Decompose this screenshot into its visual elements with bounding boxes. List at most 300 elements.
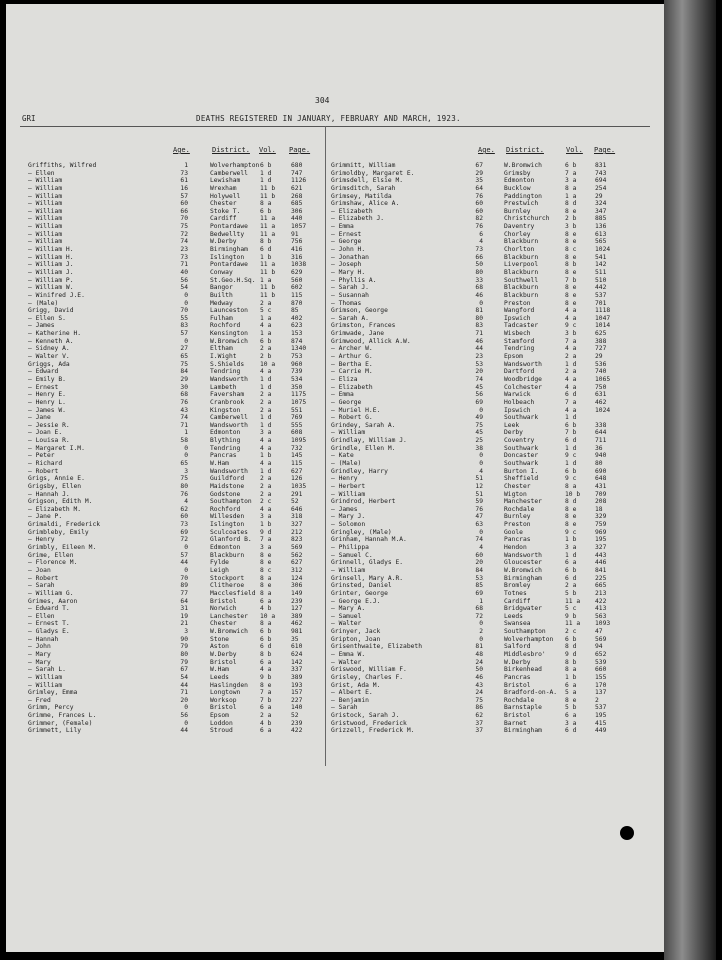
register-entry (28, 720, 326, 728)
entry-age: 71 (180, 261, 188, 269)
entry-vol: 3 b (565, 223, 577, 231)
entry-vol: 7 b (565, 429, 577, 437)
entry-name: Grindlay, William J. (331, 437, 407, 445)
entry-age: 56 (475, 391, 483, 399)
entry-name: — William H. (28, 253, 74, 261)
entry-age: 30 (180, 383, 188, 391)
register-entry (28, 483, 326, 491)
entry-page: 208 (595, 498, 607, 506)
entry-district: Wigton (504, 490, 527, 498)
register-entry (28, 414, 326, 422)
entry-vol: 9 c (565, 322, 577, 330)
entry-vol: 6 b (260, 635, 272, 643)
entry-page: 1024 (595, 406, 611, 414)
entry-page: 225 (595, 574, 607, 582)
entry-page: 981 (291, 628, 303, 636)
entry-name: Grinyer, Jack (331, 628, 381, 636)
entry-name: Grimme, Frances L. (28, 712, 97, 720)
entry-name: — Herbert (331, 482, 366, 490)
entry-age: 79 (180, 658, 188, 666)
entry-name: — Jane P. (28, 513, 63, 521)
entry-page: 212 (291, 528, 303, 536)
register-entry (331, 292, 651, 300)
entry-vol: 2 a (565, 353, 577, 361)
entry-district: Blackburn (504, 238, 539, 246)
entry-district: Southampton (504, 628, 546, 636)
entry-age: 73 (180, 521, 188, 529)
entry-age: 20 (475, 559, 483, 567)
entry-name: Grimston, Frances (331, 322, 396, 330)
entry-name: Grindley, Harry (331, 467, 388, 475)
entry-district: Wandsworth (210, 421, 248, 429)
entry-district: Grimsby (504, 169, 531, 177)
entry-age: 61 (180, 177, 188, 185)
register-entry (28, 185, 326, 193)
entry-age: 63 (475, 521, 483, 529)
entry-name: Gripton, Joan (331, 635, 381, 643)
entry-vol: 2 a (260, 482, 272, 490)
entry-vol: 6 a (565, 681, 577, 689)
entry-page: 511 (595, 268, 607, 276)
entry-age: 70 (180, 215, 188, 223)
entry-page: 1035 (291, 482, 307, 490)
entry-vol: 6 a (260, 597, 272, 605)
entry-name: Griffiths, Wilfred (28, 162, 97, 169)
register-entry (331, 200, 651, 208)
entry-vol: 3 a (260, 544, 272, 552)
entry-age: 71 (475, 330, 483, 338)
entry-vol: 11 b (260, 284, 276, 292)
entry-vol: 6 b (565, 635, 577, 643)
entry-page: 537 (595, 291, 607, 299)
entry-name: — Elizabeth J. (331, 215, 385, 223)
register-entry (331, 559, 651, 567)
entry-age: 76 (475, 192, 483, 200)
entry-vol: 6 a (565, 712, 577, 720)
register-entry (28, 231, 326, 239)
register-entry (331, 468, 651, 476)
right-page-header: Page. (594, 146, 616, 154)
entry-district: Wisbech (504, 330, 531, 338)
entry-page: 1075 (291, 398, 307, 406)
entry-district: W.Derby (210, 238, 237, 246)
entry-district: Sculcoates (210, 528, 248, 536)
entry-name: — James W. (28, 406, 66, 414)
register-entry (28, 368, 326, 376)
entry-age: 0 (479, 528, 483, 536)
register-entry (28, 193, 326, 201)
entry-vol: 5 b (565, 589, 577, 597)
entry-age: 76 (180, 490, 188, 498)
entry-vol: 4 a (260, 437, 272, 445)
entry-age: 74 (180, 238, 188, 246)
entry-district: Lambeth (210, 383, 237, 391)
entry-age: 3 (184, 628, 188, 636)
entry-district: Blything (210, 437, 241, 445)
entry-district: W.Bromwich (504, 162, 542, 169)
register-entry (331, 704, 651, 712)
entry-district: Doncaster (504, 452, 539, 460)
entry-district: Southwark (504, 444, 539, 452)
entry-age: 46 (475, 337, 483, 345)
entry-age: 23 (475, 353, 483, 361)
register-entry (331, 437, 651, 445)
entry-vol: 1 d (260, 467, 272, 475)
entry-district: Birmingham (504, 574, 542, 582)
entry-name: — William (28, 673, 63, 681)
entry-vol: 8 d (565, 643, 577, 651)
entry-page: 136 (595, 223, 607, 231)
entry-age: 66 (475, 253, 483, 261)
entry-vol: 8 a (565, 482, 577, 490)
entry-district: S.Shields (210, 360, 245, 368)
entry-district: Southwark (504, 414, 539, 422)
entry-name: — Henry (331, 475, 358, 483)
entry-page: 324 (595, 200, 607, 208)
entry-district: Barnstaple (504, 704, 542, 712)
entry-age: 37 (475, 727, 483, 735)
entry-page: 91 (291, 230, 299, 238)
register-entry (331, 269, 651, 277)
entry-district: Pontardawe (210, 261, 248, 269)
entry-page: 652 (595, 651, 607, 658)
entry-district: W.Derby (504, 658, 531, 666)
register-entry (331, 498, 651, 506)
entry-vol: 10 b (565, 490, 581, 498)
entry-vol: 4 a (565, 307, 577, 315)
entry-age: 0 (184, 704, 188, 712)
register-entry (28, 200, 326, 208)
register-entry (28, 238, 326, 246)
entry-district: Burnley (504, 513, 531, 521)
entry-district: Rochford (210, 505, 241, 513)
entry-district: Salford (504, 643, 531, 651)
entry-name: — Emma (331, 223, 354, 231)
register-entry (331, 353, 651, 361)
entry-vol: 3 a (260, 513, 272, 521)
entry-district: Pancras (210, 452, 237, 460)
register-entry (28, 559, 326, 567)
entry-name: Grimmer, (Female) (28, 719, 93, 727)
entry-page: 759 (595, 521, 607, 529)
entry-name: — Walter (331, 658, 362, 666)
entry-vol: 2 b (565, 215, 577, 223)
entry-age: 12 (475, 482, 483, 490)
entry-name: Grinsell, Mary A.R. (331, 574, 404, 582)
entry-age: 23 (180, 246, 188, 254)
entry-name: Grigg, David (28, 307, 74, 315)
entry-vol: 8 e (565, 513, 577, 521)
entry-name: — Sidney A. (28, 345, 70, 353)
entry-name: — William (28, 238, 63, 246)
entry-name: — William (331, 566, 366, 574)
entry-age: 20 (475, 368, 483, 376)
entry-page: 709 (595, 490, 607, 498)
entry-vol: 11 a (260, 230, 276, 238)
entry-name: — Hannah J. (28, 490, 70, 498)
register-entry (331, 720, 651, 728)
entry-name: — William W. (28, 284, 74, 292)
entry-age: 1 (184, 429, 188, 437)
entry-name: — William (28, 192, 63, 200)
entry-district: Pancras (504, 536, 531, 544)
entry-page: 227 (291, 696, 303, 704)
entry-district: Rochdale (504, 505, 535, 513)
register-entry (331, 521, 651, 529)
entry-name: — William (331, 429, 366, 437)
entry-name: — Joan (28, 566, 51, 574)
entry-district: Edmonton (210, 544, 241, 552)
entry-page: 389 (291, 673, 303, 681)
entry-age: 72 (475, 612, 483, 620)
entry-page: 623 (291, 322, 303, 330)
entry-district: Aston (210, 643, 229, 651)
register-entry (28, 399, 326, 407)
register-entry (28, 170, 326, 178)
register-entry (28, 506, 326, 514)
entry-page: 680 (291, 162, 303, 169)
entry-district: Bradford-on-A. (504, 689, 558, 697)
entry-district: Manchester (504, 498, 542, 506)
register-entry (28, 567, 326, 575)
entry-age: 82 (475, 215, 483, 223)
punch-hole (620, 826, 634, 840)
entry-age: 76 (475, 505, 483, 513)
entry-name: — William J. (28, 261, 74, 269)
entry-vol: 1 b (565, 536, 577, 544)
entry-age: 60 (475, 551, 483, 559)
entry-page: 47 (595, 628, 603, 636)
entry-district: Holywell (210, 192, 241, 200)
entry-district: Maidstone (210, 482, 245, 490)
register-entry (28, 277, 326, 285)
entry-name: — Phyllis A. (331, 276, 377, 284)
entry-page: 338 (595, 421, 607, 429)
entry-vol: 9 c (565, 528, 577, 536)
entry-name: — Sarah (28, 582, 55, 590)
entry-name: — Henry E. (28, 391, 66, 399)
entry-page: 874 (291, 337, 303, 345)
entry-vol: 8 b (565, 261, 577, 269)
entry-page: 823 (291, 536, 303, 544)
entry-name: — Ellen S. (28, 314, 66, 322)
entry-page: 449 (595, 727, 607, 735)
entry-district: Wangford (504, 307, 535, 315)
entry-district: Stoke T. (210, 207, 241, 215)
entry-page: 665 (595, 582, 607, 590)
entry-name: — Mary (28, 651, 51, 658)
entry-page: 711 (595, 437, 607, 445)
register-entry (28, 254, 326, 262)
entry-page: 350 (291, 383, 303, 391)
entry-page: 753 (291, 353, 303, 361)
entry-age: 69 (475, 589, 483, 597)
register-entry (331, 407, 651, 415)
register-entry (28, 376, 326, 384)
entry-age: 75 (180, 223, 188, 231)
entry-age: 74 (475, 536, 483, 544)
register-entry (331, 376, 651, 384)
register-entry (28, 300, 326, 308)
entry-district: Bangor (210, 284, 233, 292)
surname-code: GRI (22, 114, 36, 123)
entry-name: — Emma (331, 391, 354, 399)
entry-page: 602 (291, 284, 303, 292)
entry-page: 127 (291, 605, 303, 613)
entry-age: 73 (180, 253, 188, 261)
entry-vol: 2 a (565, 582, 577, 590)
entry-vol: 8 e (565, 238, 577, 246)
entry-page: 1175 (291, 391, 307, 399)
entry-page: 569 (291, 544, 303, 552)
entry-name: Grimsditch, Sarah (331, 184, 396, 192)
register-entry (331, 368, 651, 376)
entry-district: Leek (504, 421, 520, 429)
entry-page: 80 (595, 459, 603, 467)
entry-district: Edmonton (504, 177, 535, 185)
entry-vol: 8 a (260, 620, 272, 628)
register-entry (28, 628, 326, 636)
entry-district: Norwich (210, 605, 237, 613)
entry-name: — Henry (28, 536, 55, 544)
entry-age: 0 (479, 452, 483, 460)
entry-page: 1024 (595, 246, 611, 254)
register-entry (331, 605, 651, 613)
entry-vol: 4 a (260, 505, 272, 513)
entry-age: 45 (475, 429, 483, 437)
entry-district: Blackburn (504, 268, 539, 276)
entry-page: 1065 (595, 375, 611, 383)
entry-name: — Jane (28, 414, 51, 422)
entry-age: 4 (479, 467, 483, 475)
entry-name: — Winifred J.E. (28, 291, 85, 299)
entry-page: 327 (595, 544, 607, 552)
entry-district: Wandsworth (210, 375, 248, 383)
entry-vol: 2 a (260, 712, 272, 720)
register-entry (28, 407, 326, 415)
entry-vol: 11 a (260, 261, 276, 269)
entry-district: Clitheroe (210, 582, 245, 590)
register-entry (331, 712, 651, 720)
entry-name: Grimson, George (331, 307, 388, 315)
entry-name: — Albert E. (331, 689, 373, 697)
entry-age: 2 (479, 628, 483, 636)
entry-page: 416 (291, 246, 303, 254)
entry-age: 68 (475, 284, 483, 292)
register-entry (28, 575, 326, 583)
entry-name: — (Male) (331, 459, 362, 467)
entry-age: 62 (475, 712, 483, 720)
entry-district: St.Geo.H.Sq. (210, 276, 256, 284)
entry-page: 239 (291, 719, 303, 727)
entry-name: — Elizabeth (331, 207, 373, 215)
register-entry (331, 674, 651, 682)
entry-age: 68 (180, 391, 188, 399)
register-entry (28, 536, 326, 544)
entry-district: Tadcaster (504, 322, 539, 330)
left-district-header: District. (212, 146, 250, 154)
entry-name: Gristwood, Frederick (331, 719, 407, 727)
entry-vol: 1 a (260, 314, 272, 322)
entry-name: — Archer W. (331, 345, 373, 353)
entry-vol: 4 a (565, 375, 577, 383)
entry-vol: 11 a (565, 597, 581, 605)
entry-vol: 8 d (565, 200, 577, 208)
register-entry (331, 223, 651, 231)
entry-page: 149 (291, 589, 303, 597)
entry-age: 59 (475, 498, 483, 506)
entry-district: Hendon (504, 544, 527, 552)
entry-district: Chorley (504, 230, 531, 238)
entry-age: 68 (475, 605, 483, 613)
entry-name: — William (28, 207, 63, 215)
entry-vol: 8 b (260, 238, 272, 246)
entry-vol: 1 d (565, 360, 577, 368)
entry-page: 442 (595, 284, 607, 292)
entry-name: — James (331, 505, 358, 513)
entry-page: 312 (291, 566, 303, 574)
entry-district: Bromley (504, 582, 531, 590)
entry-vol: 2 a (260, 299, 272, 307)
entry-name: — George (331, 238, 362, 246)
entry-page: 969 (595, 528, 607, 536)
entry-vol: 4 a (260, 444, 272, 452)
entry-page: 153 (291, 330, 303, 338)
entry-age: 62 (180, 505, 188, 513)
register-entry (331, 193, 651, 201)
entry-name: — Emma W. (331, 651, 366, 658)
entry-age: 0 (184, 566, 188, 574)
entry-vol: 4 a (260, 666, 272, 674)
entry-page: 621 (291, 184, 303, 192)
register-entry (28, 590, 326, 598)
entry-page: 625 (595, 330, 607, 338)
register-entry (331, 361, 651, 369)
entry-vol: 10 a (260, 612, 276, 620)
entry-age: 56 (180, 712, 188, 720)
register-entry (331, 567, 651, 575)
register-entry (331, 231, 651, 239)
entry-district: Barnet (504, 719, 527, 727)
entry-page: 613 (595, 230, 607, 238)
entry-vol: 11 b (260, 184, 276, 192)
entry-page: 510 (595, 276, 607, 284)
entry-vol: 2 a (260, 398, 272, 406)
entry-name: — Ernest (331, 230, 362, 238)
entry-page: 644 (595, 429, 607, 437)
entry-name: — Walter (331, 620, 362, 628)
register-entry (331, 238, 651, 246)
entry-name: Griswood, William F. (331, 666, 407, 674)
entry-name: — Muriel H.E. (331, 406, 381, 414)
entry-district: Kingston (210, 406, 241, 414)
entry-vol: 6 d (565, 391, 577, 399)
entry-page: 142 (291, 658, 303, 666)
entry-name: — William J. (28, 268, 74, 276)
entry-vol: 1 d (260, 177, 272, 185)
entry-district: Guildford (210, 475, 245, 483)
entry-district: Derby (504, 429, 523, 437)
entry-page: 1118 (595, 307, 611, 315)
entry-district: Epsom (504, 353, 523, 361)
entry-vol: 5 c (260, 307, 272, 315)
right-vol-header: Vol. (566, 146, 583, 154)
entry-age: 54 (180, 284, 188, 292)
entry-vol: 4 a (260, 459, 272, 467)
entry-name: — Philippa (331, 544, 369, 552)
entry-age: 4 (479, 238, 483, 246)
entry-district: Bristol (210, 704, 237, 712)
